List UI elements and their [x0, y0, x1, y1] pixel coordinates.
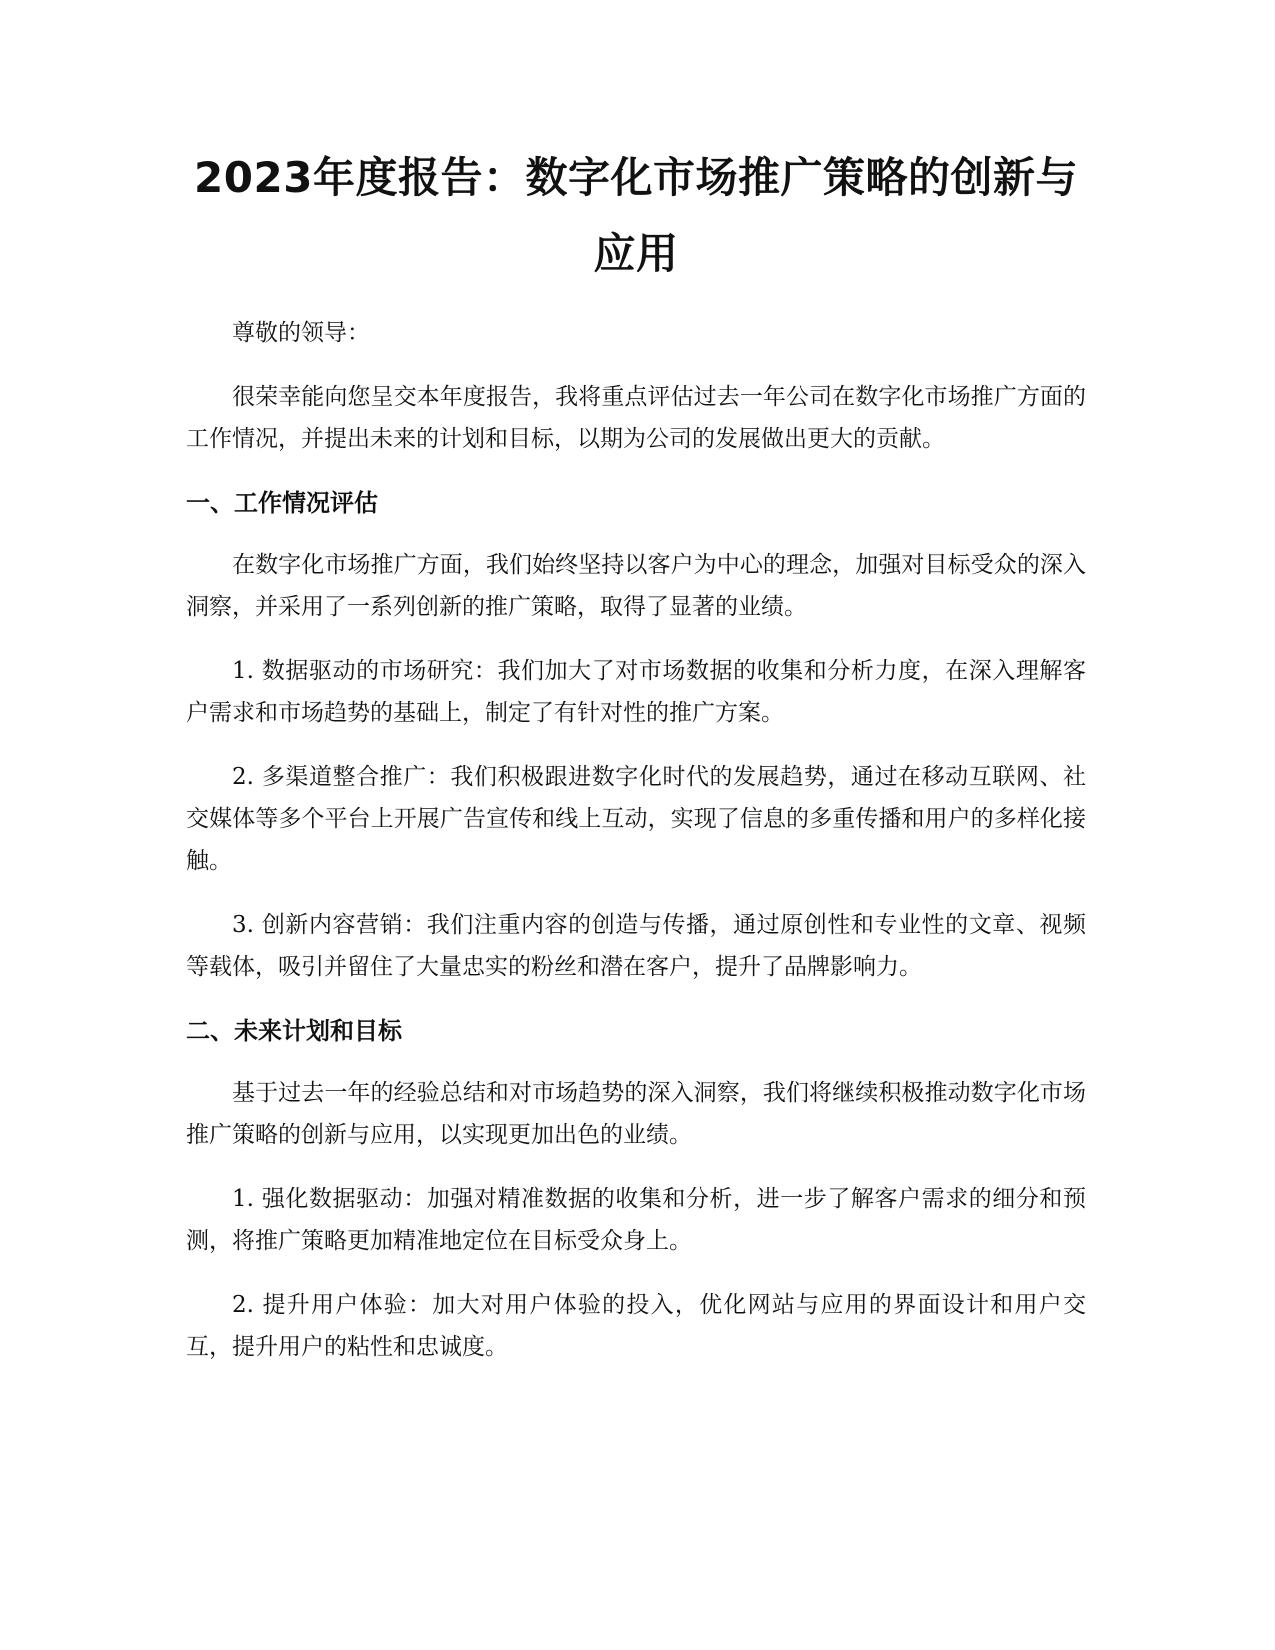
- list-item: 3. 创新内容营销：我们注重内容的创造与传播，通过原创性和专业性的文章、视频等载体，吸引并留住了大量忠实的粉丝和潜在客户，提升了品牌影响力。: [186, 912, 1086, 980]
- intro-paragraph: 很荣幸能向您呈交本年度报告，我将重点评估过去一年公司在数字化市场推广方面的工作情况，并提出未来的计划和目标，以期为公司的发展做出更大的贡献。: [186, 384, 1086, 452]
- section-heading-plans: 二、未来计划和目标: [186, 1017, 402, 1045]
- list-item: 1. 数据驱动的市场研究：我们加大了对市场数据的收集和分析力度，在深入理解客户需求和市场趋势的基础上，制定了有针对性的推广方案。: [186, 658, 1086, 726]
- section-intro-evaluation: 在数字化市场推广方面，我们始终坚持以客户为中心的理念，加强对目标受众的深入洞察，并采用了一系列创新的推广策略，取得了显著的业绩。: [186, 552, 1086, 620]
- section-intro-plans: 基于过去一年的经验总结和对市场趋势的深入洞察，我们将继续积极推动数字化市场推广策略的创新与应用，以实现更加出色的业绩。: [186, 1080, 1086, 1148]
- list-item: 1. 强化数据驱动：加强对精准数据的收集和分析，进一步了解客户需求的细分和预测，将推广策略更加精准地定位在目标受众身上。: [186, 1186, 1086, 1254]
- salutation: 尊敬的领导：: [232, 320, 370, 346]
- document-page: [186, 140, 1086, 1390]
- list-item: 2. 多渠道整合推广：我们积极跟进数字化时代的发展趋势，通过在移动互联网、社交媒体等多个平台上开展广告宣传和线上互动，实现了信息的多重传播和用户的多样化接触。: [186, 764, 1086, 874]
- section-heading-evaluation: 一、工作情况评估: [186, 489, 378, 517]
- list-item: 2. 提升用户体验：加大对用户体验的投入，优化网站与应用的界面设计和用户交互，提升用户的粘性和忠诚度。: [186, 1292, 1086, 1360]
- document-title: 2023年度报告：数字化市场推广策略的创新与应用: [194, 153, 1078, 278]
